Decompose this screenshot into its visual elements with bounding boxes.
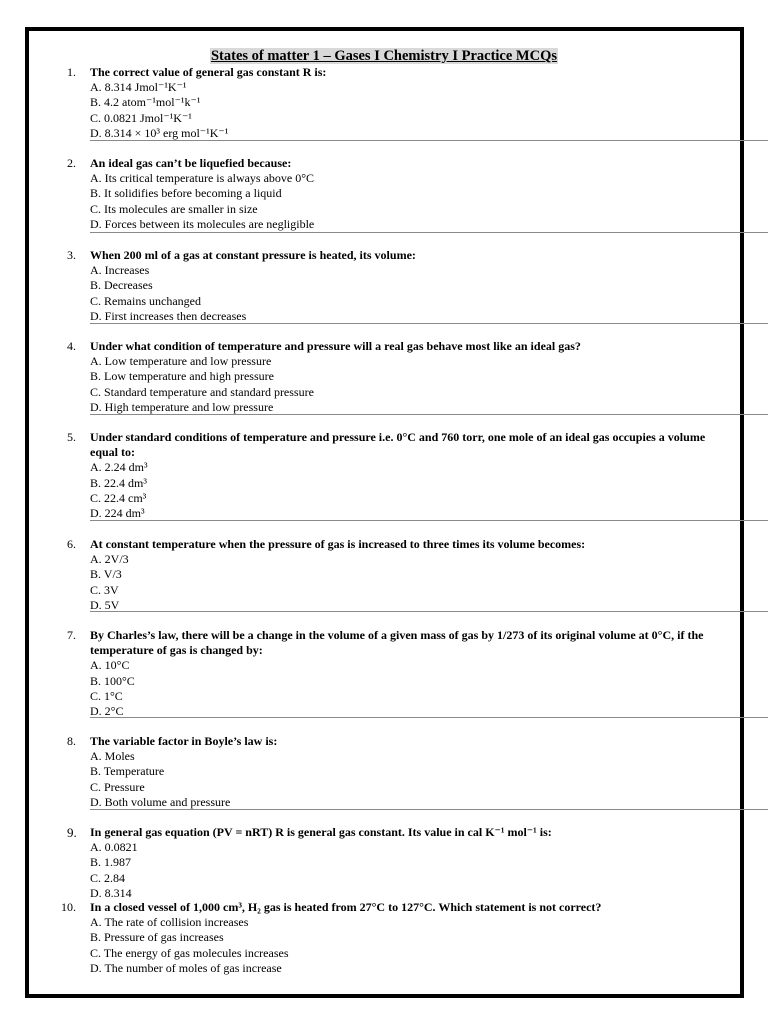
option-b: B. V/3 <box>90 567 122 582</box>
option-d: D. 5V <box>90 597 120 612</box>
option-b: B. Pressure of gas increases <box>90 930 224 945</box>
option-b: B. 22.4 dm³ <box>90 475 147 490</box>
option-c: C. Remains unchanged <box>90 293 201 308</box>
option-d: D. 8.314 × 10³ erg mol⁻¹K⁻¹ <box>90 125 229 140</box>
question-5 <box>60 430 720 521</box>
option-a: A. The rate of collision increases <box>90 915 249 930</box>
question-number: 1. <box>67 65 76 79</box>
option-d: D. First increases then decreases <box>90 308 247 323</box>
question-number: 6. <box>67 537 76 551</box>
option-b: B. Low temperature and high pressure <box>90 369 274 384</box>
question-number: 9. <box>67 825 77 840</box>
question-number: 2. <box>67 156 76 170</box>
question-text: In general gas equation (PV = nRT) R is general gas constant. Its value in cal K⁻¹ mol⁻¹ is: <box>90 825 552 839</box>
option-c: C. 0.0821 Jmol⁻¹K⁻¹ <box>90 110 192 125</box>
separator-line <box>90 520 768 521</box>
option-d: D. Both volume and pressure <box>90 794 231 809</box>
separator-line <box>90 140 768 141</box>
option-a: A. Its critical temperature is always above 0°C <box>90 171 315 186</box>
separator-line <box>90 611 768 612</box>
separator-line <box>90 323 768 324</box>
option-a: A. 8.314 Jmol⁻¹K⁻¹ <box>90 80 187 95</box>
question-number: 8. <box>67 734 76 748</box>
option-b: B. 1.987 <box>90 855 132 870</box>
option-d: D. 224 dm³ <box>90 506 145 521</box>
question-3 <box>60 248 720 324</box>
question-text: Under what condition of temperature and pressure will a real gas behave most like an ideal gas? <box>90 339 581 353</box>
question-number: 4. <box>67 339 76 353</box>
option-a: A. 0.0821 <box>90 840 138 855</box>
question-text: The variable factor in Boyle’s law is: <box>90 734 278 748</box>
option-b: B. 100°C <box>90 673 135 688</box>
option-d: D. High temperature and low pressure <box>90 399 274 414</box>
option-a: A. Increases <box>90 263 150 278</box>
question-text: At constant temperature when the pressure of gas is increased to three times its volume becomes: <box>90 537 586 551</box>
option-b: B. It solidifies before becoming a liquid <box>90 186 282 201</box>
option-a: A. 2V/3 <box>90 552 129 567</box>
option-c: C. Standard temperature and standard pressure <box>90 384 314 399</box>
option-c: C. 1°C <box>90 688 123 703</box>
question-text: Under standard conditions of temperature and pressure i.e. 0°C and 760 torr, one mole of an ideal gas occupies a volume equal to: <box>90 430 706 460</box>
option-c: C. Pressure <box>90 779 145 794</box>
question-1 <box>60 65 720 141</box>
page-title <box>0 47 768 65</box>
option-c: C. 2.84 <box>90 870 126 885</box>
option-c: C. Its molecules are smaller in size <box>90 201 258 216</box>
option-a: A. Low temperature and low pressure <box>90 354 272 369</box>
question-text: An ideal gas can’t be liquefied because: <box>90 156 292 170</box>
option-d: D. Forces between its molecules are negligible <box>90 216 315 231</box>
question-text: By Charles’s law, there will be a change in the volume of a given mass of gas by 1/273 of its original volume at 0°C, if the temperature of gas is changed by: <box>90 628 704 658</box>
question-number: 3. <box>67 248 76 262</box>
question-number: 5. <box>67 430 76 444</box>
question-text: In a closed vessel of 1,000 cm³, H₂ gas is heated from 27°C to 127°C. Which statement is not correct? <box>90 900 602 914</box>
option-c: C. 22.4 cm³ <box>90 490 147 505</box>
question-4 <box>60 339 720 415</box>
separator-line <box>90 414 768 415</box>
question-7 <box>60 628 720 719</box>
option-b: B. Decreases <box>90 278 153 293</box>
option-b: B. Temperature <box>90 764 165 779</box>
question-9 <box>60 825 720 901</box>
page-title-text: States of matter 1 – Gases I Chemistry I Practice MCQs <box>210 48 558 64</box>
separator-line <box>90 809 768 810</box>
question-8 <box>60 734 720 810</box>
question-text: When 200 ml of a gas at constant pressure is heated, its volume: <box>90 248 416 262</box>
question-number: 10. <box>61 900 76 914</box>
option-c: C. The energy of gas molecules increases <box>90 945 289 960</box>
question-10 <box>60 900 720 976</box>
option-b: B. 4.2 atom⁻¹mol⁻¹k⁻¹ <box>90 95 201 110</box>
option-a: A. 2.24 dm³ <box>90 460 148 475</box>
option-a: A. Moles <box>90 749 135 764</box>
option-d: D. 2°C <box>90 704 124 719</box>
question-2 <box>60 156 720 232</box>
option-d: D. 8.314 <box>90 885 132 900</box>
option-a: A. 10°C <box>90 658 130 673</box>
question-text: The correct value of general gas constant R is: <box>90 65 327 79</box>
option-c: C. 3V <box>90 582 119 597</box>
separator-line <box>90 232 768 233</box>
question-6 <box>60 537 720 613</box>
question-number: 7. <box>67 628 76 642</box>
separator-line <box>90 717 768 718</box>
option-d: D. The number of moles of gas increase <box>90 960 282 975</box>
